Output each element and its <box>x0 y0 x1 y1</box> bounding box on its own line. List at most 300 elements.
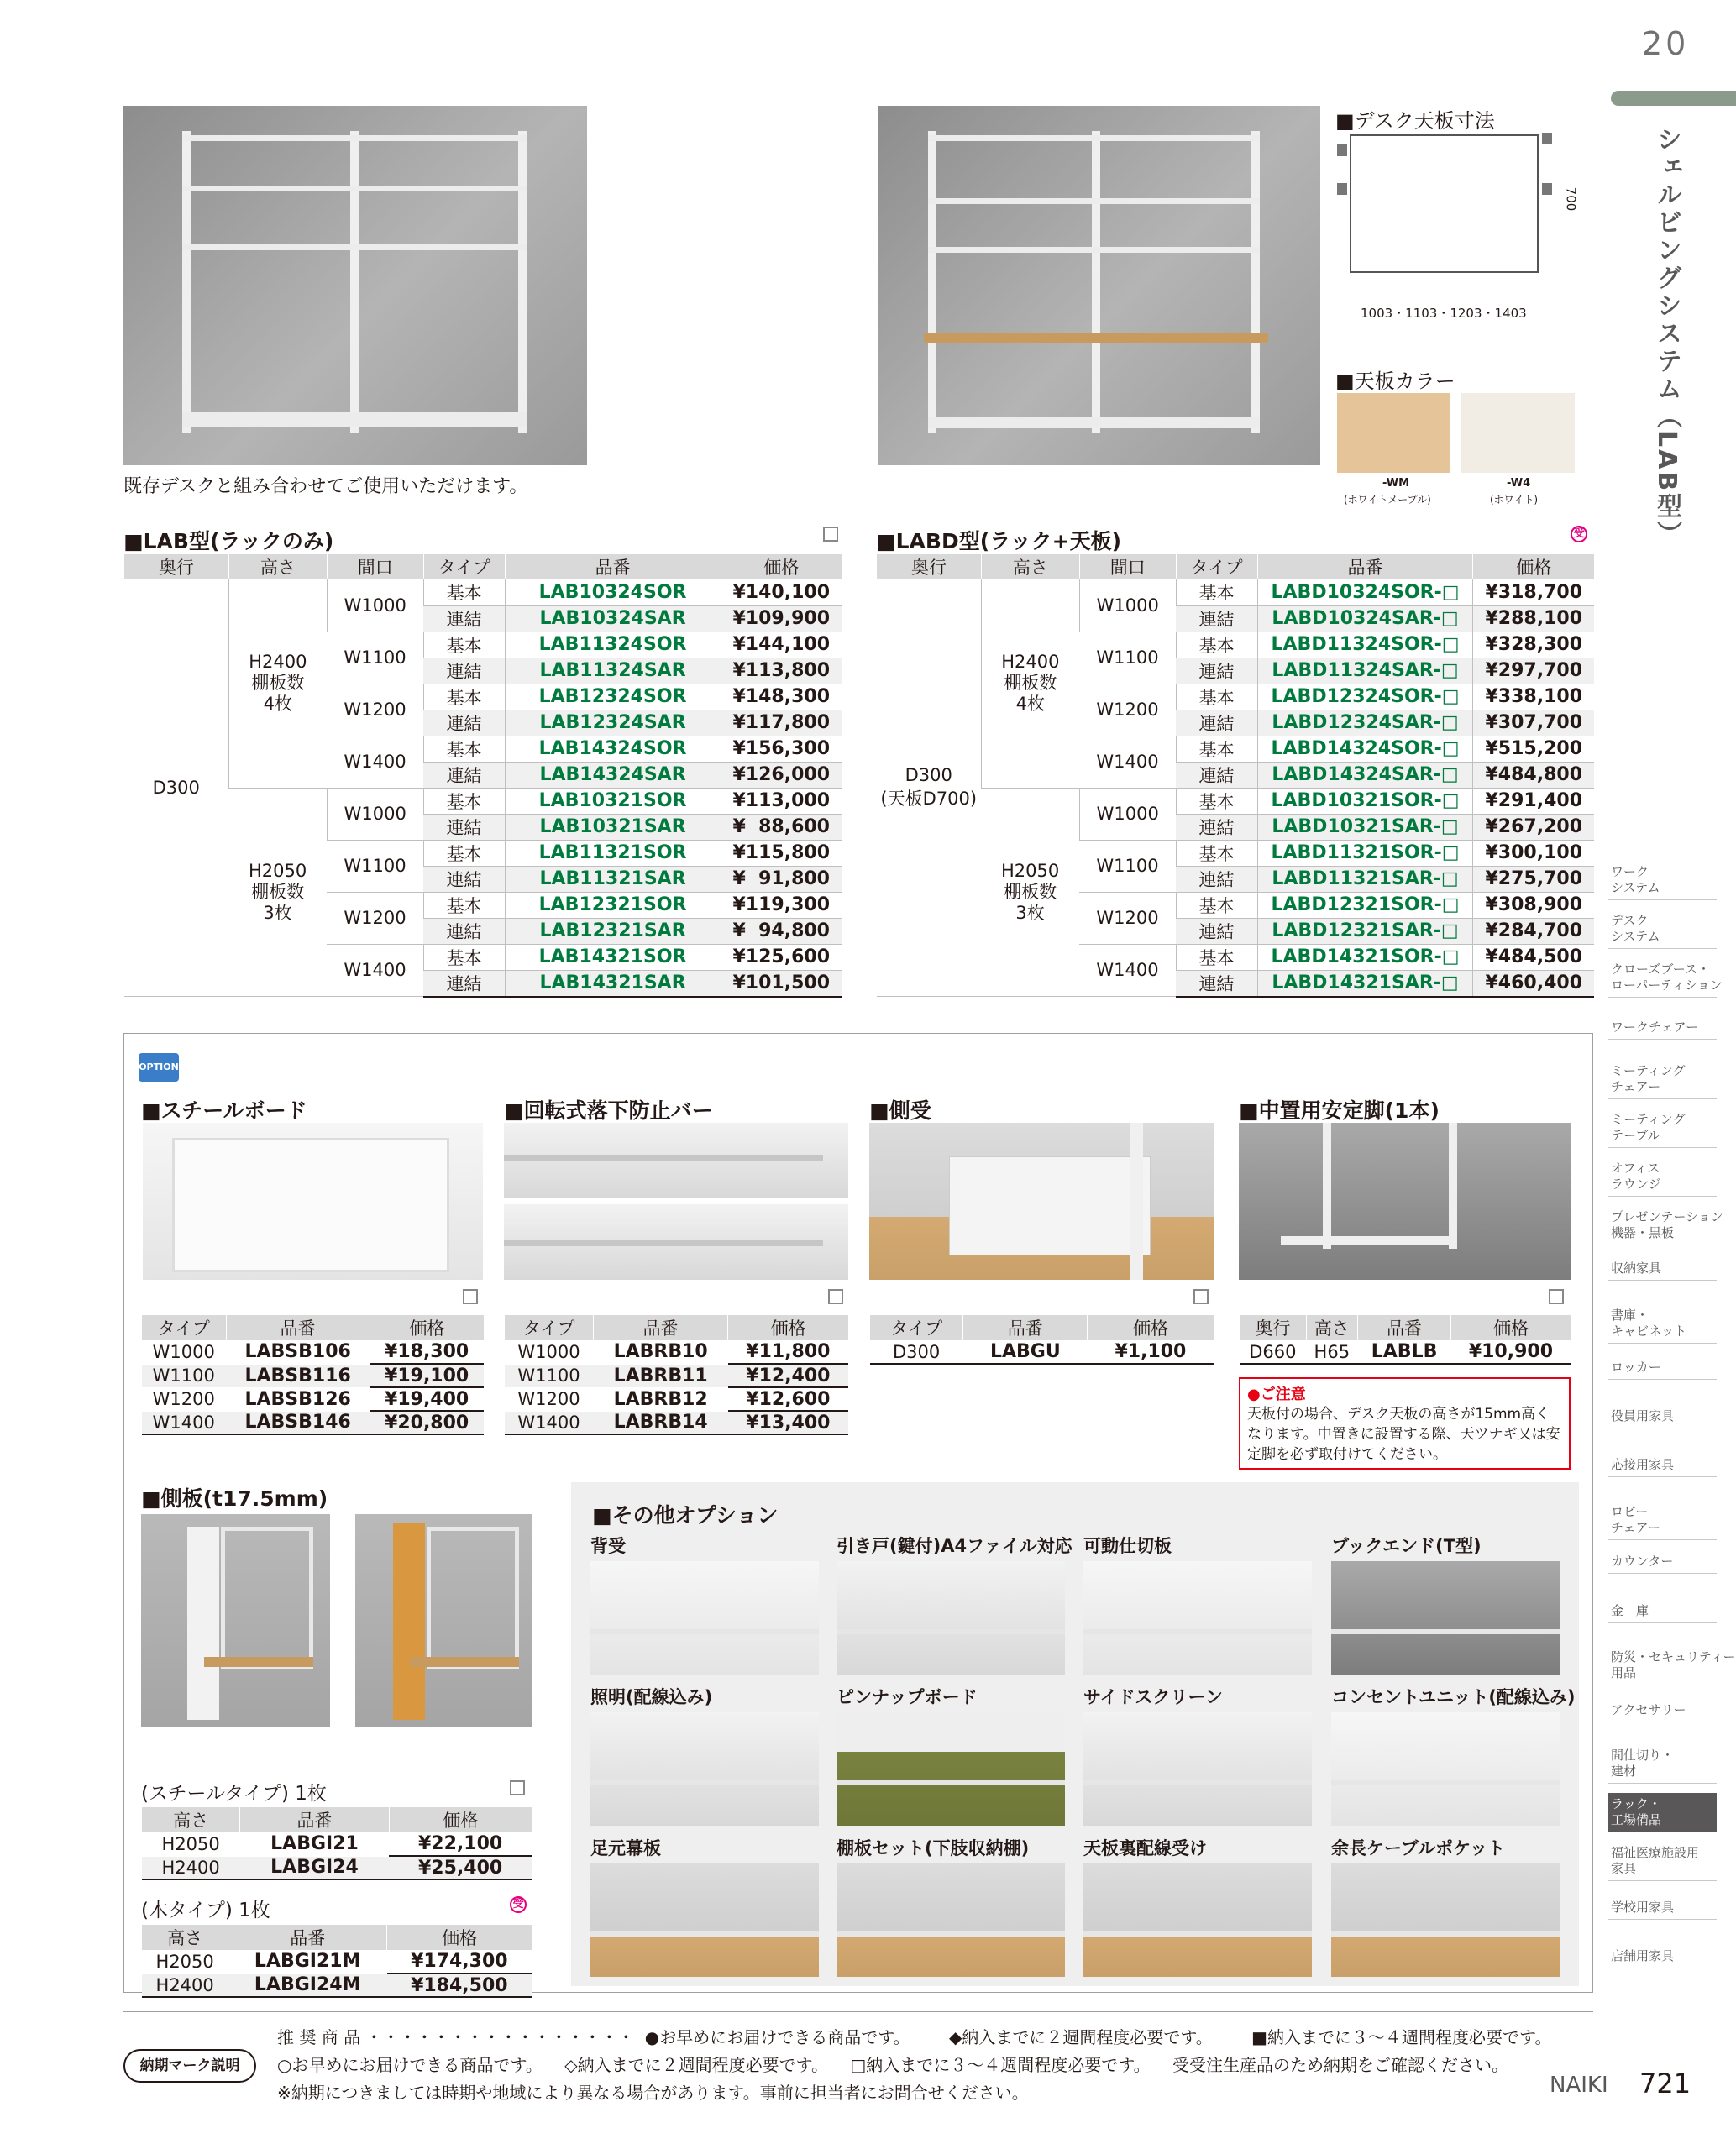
part-number: LABD10321SAR-□ <box>1257 814 1473 840</box>
option-badge: OPTION <box>139 1053 179 1082</box>
other-option-label: 照明(配線込み) <box>590 1687 713 1707</box>
steel-board-mark <box>463 1289 478 1304</box>
part-number: LAB11321SOR <box>505 840 721 866</box>
part-number: LAB10321SOR <box>505 788 721 814</box>
price: ¥140,100 <box>721 579 842 605</box>
part-number: LABGI21M <box>228 1950 387 1973</box>
header-cell: 高さ <box>1306 1315 1357 1340</box>
side-panel-steel-mark <box>510 1780 525 1795</box>
other-option-photo <box>1083 1863 1312 1977</box>
price: ¥174,300 <box>387 1950 532 1973</box>
width-cell: W1200 <box>1079 684 1176 736</box>
price: ¥ 88,600 <box>721 814 842 840</box>
price: ¥126,000 <box>721 762 842 788</box>
sidebar-item-label: クローズブース・ ローパーティション <box>1611 962 1723 993</box>
rack-photo-labd <box>878 106 1320 465</box>
rack-photo-lab <box>123 106 587 465</box>
header-cell: タイプ <box>1176 554 1257 579</box>
part-number: LABGI21 <box>240 1832 389 1856</box>
side-support-table <box>869 1315 1214 1365</box>
other-option-photo <box>1331 1863 1560 1977</box>
price: ¥12,600 <box>728 1387 848 1411</box>
part-number: LAB11321SAR <box>505 866 721 892</box>
part-number: LAB14321SAR <box>505 970 721 997</box>
part-number: LABD11324SAR-□ <box>1257 658 1473 684</box>
part-number: LAB10321SAR <box>505 814 721 840</box>
spec-cell: W1200 <box>142 1387 227 1411</box>
sidebar-item[interactable] <box>1608 861 1717 900</box>
other-option-photo <box>590 1712 819 1826</box>
width-cell: W1100 <box>1079 632 1176 684</box>
other-option-label: 可動仕切板 <box>1083 1536 1172 1556</box>
width-cell: W1400 <box>327 944 423 997</box>
part-number: LABRB11 <box>594 1364 728 1387</box>
header-cell: 価格 <box>1088 1315 1214 1340</box>
other-option-photo <box>590 1863 819 1977</box>
other-option-label: コンセントユニット(配線込み) <box>1331 1687 1576 1707</box>
table-row <box>877 788 1595 814</box>
sidebar-item-label: 店舗用家具 <box>1611 1948 1675 1963</box>
table-row <box>877 579 1595 605</box>
header-cell: 価格 <box>721 554 842 579</box>
type-cell: 基本 <box>1176 892 1257 918</box>
price: ¥19,400 <box>370 1387 484 1411</box>
type-cell: 連結 <box>1176 970 1257 997</box>
part-number: LABD10324SAR-□ <box>1257 605 1473 632</box>
price: ¥125,600 <box>721 944 842 970</box>
spec-cell: W1000 <box>505 1340 594 1364</box>
sidebar-item[interactable] <box>1608 1257 1717 1281</box>
part-number: LABD14324SOR-□ <box>1257 736 1473 762</box>
type-cell: 基本 <box>423 632 505 658</box>
header-cell: 品番 <box>226 1315 370 1340</box>
type-cell: 連結 <box>1176 866 1257 892</box>
type-cell: 基本 <box>423 892 505 918</box>
type-cell: 連結 <box>1176 814 1257 840</box>
other-option-label: 足元幕板 <box>590 1838 661 1858</box>
other-option-label: 棚板セット(下肢収納棚) <box>837 1838 1030 1858</box>
table-row <box>124 579 842 605</box>
price: ¥515,200 <box>1473 736 1594 762</box>
sidebar-item[interactable] <box>1608 1206 1723 1245</box>
table-row <box>142 1973 532 1997</box>
price: ¥484,800 <box>1473 762 1594 788</box>
sidebar-item-label: ミーティング テーブル <box>1611 1112 1686 1143</box>
type-cell: 連結 <box>1176 762 1257 788</box>
type-cell: 基本 <box>1176 840 1257 866</box>
price: ¥1,100 <box>1088 1340 1214 1364</box>
width-cell: W1400 <box>1079 736 1176 788</box>
header-cell: 品番 <box>228 1925 387 1950</box>
sidebar-item[interactable] <box>1608 1405 1717 1428</box>
side-panel-steel-title: (スチールタイプ) 1枚 <box>141 1783 327 1805</box>
type-cell: 連結 <box>423 866 505 892</box>
part-number: LABD14324SAR-□ <box>1257 762 1473 788</box>
desk-size-diagram <box>1350 134 1539 273</box>
table-row <box>505 1364 849 1387</box>
header-cell: 品番 <box>1257 554 1473 579</box>
price: ¥25,400 <box>389 1856 532 1879</box>
price: ¥297,700 <box>1473 658 1594 684</box>
header-cell: 奥行 <box>877 554 982 579</box>
sidebar-item[interactable] <box>1608 1842 1717 1881</box>
spec-cell: W1400 <box>505 1411 594 1434</box>
price: ¥20,800 <box>370 1411 484 1434</box>
spec-cell: H2050 <box>142 1950 228 1973</box>
sidebar-item-label: 書庫・ キャビネット <box>1611 1308 1687 1339</box>
price: ¥12,400 <box>728 1364 848 1387</box>
sidebar-item[interactable] <box>1608 1600 1717 1623</box>
sidebar-item-label: カウンター <box>1611 1554 1674 1569</box>
other-options-title: ■その他オプション <box>592 1503 779 1528</box>
sidebar-item-label: デスク システム <box>1611 913 1660 944</box>
price: ¥22,100 <box>389 1832 532 1856</box>
swatch-w4-code: -W4 <box>1507 477 1531 490</box>
price: ¥113,000 <box>721 788 842 814</box>
header-cell: タイプ <box>142 1315 227 1340</box>
part-number: LABRB14 <box>594 1411 728 1434</box>
lab-delivery-mark <box>823 527 838 542</box>
spec-cell: W1200 <box>505 1387 594 1411</box>
header-cell: 間口 <box>327 554 423 579</box>
sidebar-item[interactable] <box>1608 1744 1717 1784</box>
header-cell: 高さ <box>228 554 327 579</box>
sidebar-item-label: ロッカー <box>1611 1360 1661 1375</box>
sidebar-item-label: 学校用家具 <box>1611 1900 1675 1915</box>
sidebar-item[interactable] <box>1608 1157 1717 1197</box>
lab-price-table <box>123 554 842 998</box>
desk-width-label: 1003・1103・1203・1403 <box>1361 306 1527 321</box>
type-cell: 基本 <box>1176 736 1257 762</box>
labd-delivery-mark: 受 <box>1571 526 1587 542</box>
sidebar-item[interactable] <box>1608 1356 1717 1380</box>
type-cell: 基本 <box>1176 632 1257 658</box>
part-number: LABD11321SOR-□ <box>1257 840 1473 866</box>
other-option-label: ピンナップボード <box>837 1687 978 1707</box>
table-row <box>505 1387 849 1411</box>
legend-line-1: 推 奨 商 品 ・・・・・・・・・・・・・・・・ ●お早めにお届けできる商品です。 ◆納入までに２週間程度必要です。 ■納入までに３～４週間程度必要です。 <box>277 2027 1552 2047</box>
type-cell: 連結 <box>423 814 505 840</box>
stand-leg-title: ■中置用安定脚(1本) <box>1239 1098 1440 1123</box>
side-panel-wood-mark: 受 <box>510 1896 527 1913</box>
header-cell: 価格 <box>1451 1315 1571 1340</box>
part-number: LAB10324SOR <box>505 579 721 605</box>
sidebar-item[interactable] <box>1608 1501 1717 1540</box>
price: ¥338,100 <box>1473 684 1594 710</box>
price: ¥ 91,800 <box>721 866 842 892</box>
sidebar-item-label: ワークチェアー <box>1611 1019 1699 1035</box>
sidebar-item[interactable] <box>1608 1016 1717 1040</box>
part-number: LABSB146 <box>226 1411 370 1434</box>
part-number: LAB14321SOR <box>505 944 721 970</box>
legend-label: 納期マーク説明 <box>123 2049 256 2083</box>
vertical-title: シェルビングシステム（LAB型） <box>1652 126 1681 549</box>
footer-rule <box>123 2011 1593 2012</box>
price: ¥291,400 <box>1473 788 1594 814</box>
table-row <box>124 788 842 814</box>
price: ¥109,900 <box>721 605 842 632</box>
table-row <box>142 1950 532 1973</box>
type-cell: 基本 <box>423 840 505 866</box>
table-row <box>142 1856 532 1879</box>
table-row <box>142 1832 532 1856</box>
part-number: LABGI24 <box>240 1856 389 1879</box>
spec-cell: H65 <box>1306 1340 1357 1364</box>
price: ¥ 94,800 <box>721 918 842 944</box>
price: ¥460,400 <box>1473 970 1594 997</box>
sidebar-item-label: 応接用家具 <box>1611 1457 1675 1472</box>
type-cell: 連結 <box>423 658 505 684</box>
sidebar-item[interactable] <box>1608 1896 1717 1920</box>
spec-cell: D300 <box>870 1340 963 1364</box>
sidebar-item[interactable] <box>1608 1699 1717 1722</box>
spec-cell: H2400 <box>142 1973 228 1997</box>
side-support-title: ■側受 <box>869 1098 931 1123</box>
width-cell: W1100 <box>1079 840 1176 892</box>
stand-leg-photo <box>1239 1123 1571 1280</box>
price: ¥184,500 <box>387 1973 532 1997</box>
header-cell: 高さ <box>142 1807 240 1832</box>
sidebar-item[interactable] <box>1608 1109 1717 1148</box>
sidebar-item-label: プレゼンテーション 機器・黒板 <box>1611 1209 1723 1240</box>
steel-board-title: ■スチールボード <box>141 1098 307 1123</box>
part-number: LAB12324SAR <box>505 710 721 736</box>
price: ¥156,300 <box>721 736 842 762</box>
steel-board-table <box>141 1315 484 1435</box>
type-cell: 連結 <box>423 918 505 944</box>
header-cell: タイプ <box>870 1315 963 1340</box>
height-cell: H2050 棚板数 3枚 <box>981 788 1079 997</box>
type-cell: 連結 <box>423 762 505 788</box>
sidebar-item-label: ミーティング チェアー <box>1611 1063 1686 1094</box>
color-title: ■天板カラー <box>1335 370 1455 393</box>
desk-depth-label: 700 <box>1563 186 1579 212</box>
other-option-photo <box>1083 1561 1312 1675</box>
price: ¥328,300 <box>1473 632 1594 658</box>
table-row <box>870 1340 1214 1364</box>
table-row <box>142 1411 485 1434</box>
labd-price-table <box>876 554 1594 998</box>
price: ¥11,800 <box>728 1340 848 1364</box>
side-panel-steel-table <box>141 1807 532 1880</box>
header-cell: 品番 <box>240 1807 389 1832</box>
section-number: 20 <box>1642 25 1690 62</box>
other-option-label: 天板裏配線受け <box>1083 1838 1207 1858</box>
header-cell: 価格 <box>728 1315 848 1340</box>
side-panel-wood-table <box>141 1925 532 1998</box>
sidebar-item-label: ロビー チェアー <box>1611 1504 1661 1535</box>
price: ¥117,800 <box>721 710 842 736</box>
section-tab <box>1611 91 1736 106</box>
price: ¥300,100 <box>1473 840 1594 866</box>
other-option-label: ブックエンド(T型) <box>1331 1536 1482 1556</box>
spec-cell: H2050 <box>142 1832 240 1856</box>
width-cell: W1000 <box>1079 788 1176 840</box>
type-cell: 基本 <box>423 788 505 814</box>
table-row <box>505 1411 849 1434</box>
header-cell: 価格 <box>1473 554 1594 579</box>
steel-board-photo <box>143 1123 483 1280</box>
type-cell: 連結 <box>423 710 505 736</box>
spec-cell: W1400 <box>142 1411 227 1434</box>
swatch-w4 <box>1461 393 1575 473</box>
other-option-label: 余長ケーブルポケット <box>1331 1838 1506 1858</box>
sidebar-item[interactable] <box>1608 958 1723 998</box>
table-row <box>1240 1340 1571 1364</box>
sidebar-item[interactable] <box>1608 1646 1736 1685</box>
header-cell: 価格 <box>387 1925 532 1950</box>
swatch-wm-code: -WM <box>1382 477 1410 490</box>
width-cell: W1400 <box>1079 944 1176 997</box>
sidebar-item[interactable] <box>1608 1793 1717 1832</box>
sidebar-item[interactable] <box>1608 909 1717 949</box>
side-support-mark <box>1193 1289 1209 1304</box>
other-option-photo <box>837 1863 1065 1977</box>
stand-leg-table <box>1239 1315 1571 1365</box>
part-number: LABD14321SAR-□ <box>1257 970 1473 997</box>
price: ¥144,100 <box>721 632 842 658</box>
caution-box <box>1239 1377 1571 1470</box>
brand-name: NAIKI <box>1550 2073 1608 2098</box>
table-row <box>142 1340 485 1364</box>
depth-cell: D300 (天板D700) <box>877 579 982 997</box>
type-cell: 基本 <box>1176 579 1257 605</box>
type-cell: 基本 <box>1176 944 1257 970</box>
price: ¥308,900 <box>1473 892 1594 918</box>
part-number: LAB11324SAR <box>505 658 721 684</box>
side-panel-steel-photo <box>141 1514 330 1727</box>
header-cell: タイプ <box>423 554 505 579</box>
caution-title: ●ご注意 <box>1247 1386 1306 1403</box>
table-row <box>142 1387 485 1411</box>
type-cell: 連結 <box>423 970 505 997</box>
width-cell: W1100 <box>327 632 423 684</box>
price: ¥284,700 <box>1473 918 1594 944</box>
type-cell: 連結 <box>1176 918 1257 944</box>
rotary-bar-title: ■回転式落下防止バー <box>504 1098 713 1123</box>
lab-title: ■LAB型(ラックのみ) <box>123 529 334 553</box>
page-number: 721 <box>1639 2068 1691 2099</box>
sidebar-item[interactable] <box>1608 1945 1717 1968</box>
part-number: LABRB10 <box>594 1340 728 1364</box>
type-cell: 連結 <box>1176 710 1257 736</box>
other-option-label: サイドスクリーン <box>1083 1687 1223 1707</box>
other-option-photo <box>1083 1712 1312 1826</box>
width-cell: W1200 <box>327 892 423 944</box>
height-cell: H2050 棚板数 3枚 <box>228 788 327 997</box>
width-cell: W1000 <box>327 579 423 632</box>
part-number: LAB12324SOR <box>505 684 721 710</box>
header-cell: 品番 <box>963 1315 1088 1340</box>
type-cell: 連結 <box>1176 605 1257 632</box>
part-number: LABD11321SAR-□ <box>1257 866 1473 892</box>
legend-line-2: ○お早めにお届けできる商品です。 ◇納入までに２週間程度必要です。 □納入までに３～４週間程度必要です。 受受注生産品のため納期をご確認ください。 <box>277 2055 1509 2075</box>
type-cell: 基本 <box>423 684 505 710</box>
type-cell: 基本 <box>423 944 505 970</box>
other-option-photo <box>837 1561 1065 1675</box>
header-cell: 高さ <box>981 554 1079 579</box>
height-cell: H2400 棚板数 4枚 <box>981 579 1079 788</box>
price: ¥13,400 <box>728 1411 848 1434</box>
header-cell: 品番 <box>1357 1315 1451 1340</box>
price: ¥275,700 <box>1473 866 1594 892</box>
depth-cell: D300 <box>124 579 229 997</box>
swatch-wm <box>1337 393 1450 473</box>
caution-text: 天板付の場合、デスク天板の高さが15mm高くなります。中置きに設置する際、天ツナギ又は安定脚を必ず取付けてください。 <box>1247 1406 1560 1463</box>
table-row <box>142 1364 485 1387</box>
other-option-label: 背受 <box>590 1536 626 1556</box>
labd-title: ■LABD型(ラック+天板) <box>876 529 1122 553</box>
sidebar-item[interactable] <box>1608 1304 1717 1344</box>
width-cell: W1100 <box>327 840 423 892</box>
header-cell: 奥行 <box>124 554 229 579</box>
other-option-photo <box>590 1561 819 1675</box>
header-cell: 価格 <box>389 1807 532 1832</box>
part-number: LABGU <box>963 1340 1088 1364</box>
spec-cell: W1100 <box>142 1364 227 1387</box>
type-cell: 連結 <box>423 605 505 632</box>
price: ¥288,100 <box>1473 605 1594 632</box>
price: ¥113,800 <box>721 658 842 684</box>
part-number: LABD12321SOR-□ <box>1257 892 1473 918</box>
side-panel-title: ■側板(t17.5mm) <box>141 1486 328 1511</box>
part-number: LAB14324SAR <box>505 762 721 788</box>
part-number: LAB11324SOR <box>505 632 721 658</box>
swatch-w4-name: (ホワイト) <box>1490 494 1539 506</box>
part-number: LAB12321SAR <box>505 918 721 944</box>
sidebar-item[interactable] <box>1608 1550 1717 1574</box>
header-cell: 品番 <box>505 554 721 579</box>
header-cell: 品番 <box>594 1315 728 1340</box>
sidebar-item-label: アクセサリー <box>1611 1702 1686 1717</box>
part-number: LABRB12 <box>594 1387 728 1411</box>
header-cell: 価格 <box>370 1315 484 1340</box>
sidebar-item-label: 福祉医療施設用 家具 <box>1611 1845 1700 1876</box>
spec-cell: W1100 <box>505 1364 594 1387</box>
part-number: LABGI24M <box>228 1973 387 1997</box>
part-number: LABSB106 <box>226 1340 370 1364</box>
sidebar-item[interactable] <box>1608 1060 1717 1099</box>
width-cell: W1000 <box>327 788 423 840</box>
price: ¥119,300 <box>721 892 842 918</box>
sidebar-item-label: 収納家具 <box>1611 1261 1662 1276</box>
spec-cell: H2400 <box>142 1856 240 1879</box>
price: ¥148,300 <box>721 684 842 710</box>
table-row <box>505 1340 849 1364</box>
rotary-bar-mark <box>828 1289 843 1304</box>
part-number: LABSB126 <box>226 1387 370 1411</box>
width-cell: W1000 <box>1079 579 1176 632</box>
width-cell: W1200 <box>1079 892 1176 944</box>
part-number: LAB10324SAR <box>505 605 721 632</box>
sidebar-item-label: ラック・ 工場備品 <box>1611 1796 1662 1827</box>
side-panel-wood-title: (木タイプ) 1枚 <box>141 1900 270 1921</box>
header-cell: タイプ <box>505 1315 594 1340</box>
part-number: LABD12324SOR-□ <box>1257 684 1473 710</box>
price: ¥10,900 <box>1451 1340 1571 1364</box>
part-number: LABD10324SOR-□ <box>1257 579 1473 605</box>
part-number: LABSB116 <box>226 1364 370 1387</box>
part-number: LABD14321SOR-□ <box>1257 944 1473 970</box>
price: ¥101,500 <box>721 970 842 997</box>
part-number: LABD11324SOR-□ <box>1257 632 1473 658</box>
header-cell: 奥行 <box>1240 1315 1307 1340</box>
sidebar-item-label: 金 庫 <box>1611 1603 1649 1618</box>
header-cell: 高さ <box>142 1925 228 1950</box>
sidebar-item[interactable] <box>1608 1454 1717 1477</box>
part-number: LAB14324SOR <box>505 736 721 762</box>
other-option-photo <box>1331 1561 1560 1675</box>
